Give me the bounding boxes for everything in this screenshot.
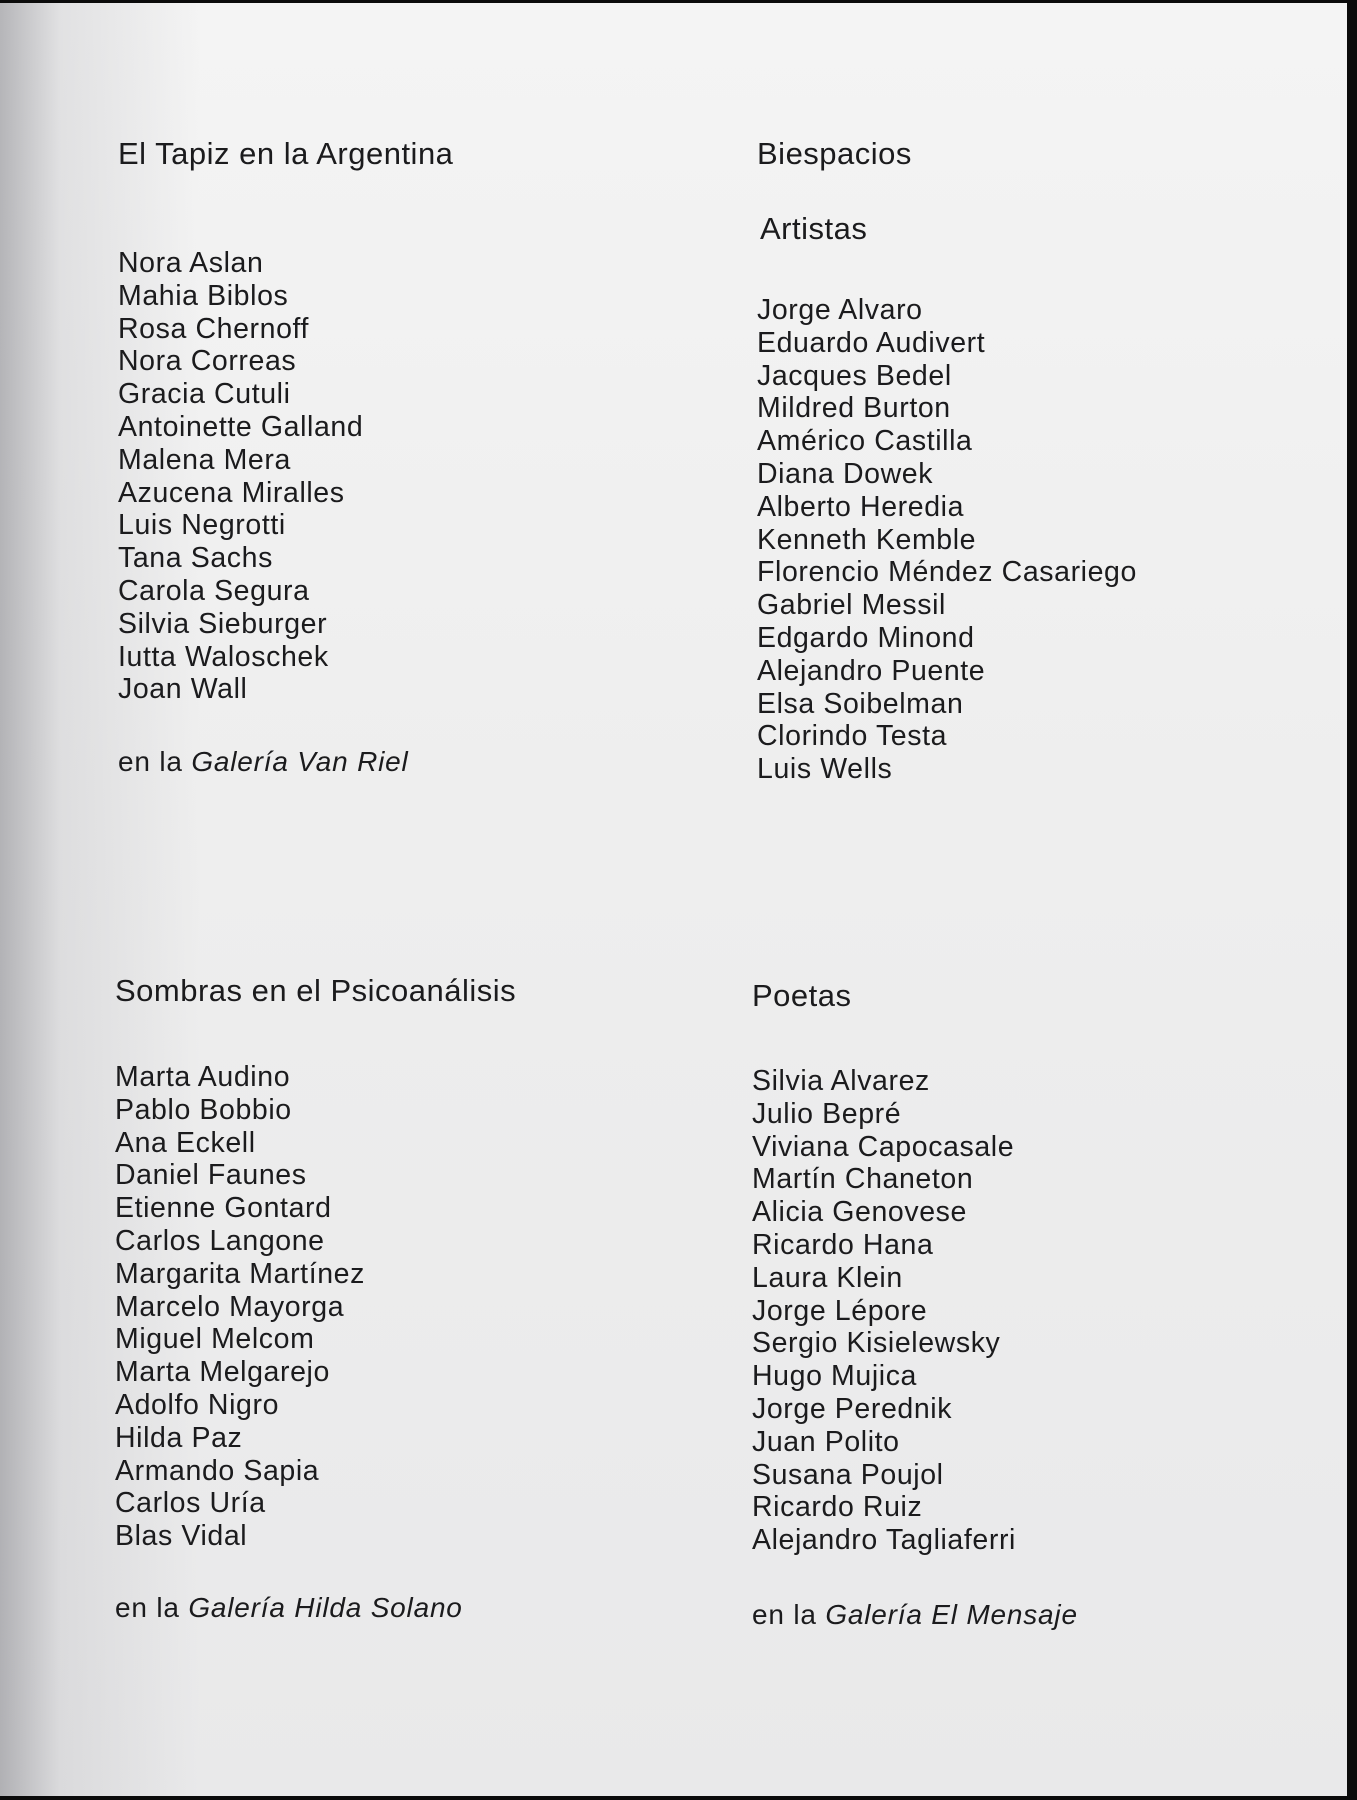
name-item: Kenneth Kemble — [757, 523, 977, 556]
name-item: Pablo Bobbio — [115, 1093, 292, 1126]
name-item: Carlos Langone — [115, 1224, 325, 1257]
section-title: Sombras en el Psicoanálisis — [115, 973, 517, 1008]
name-item: Juan Polito — [752, 1425, 900, 1458]
section-title: El Tapiz en la Argentina — [118, 136, 454, 171]
name-item: Mahia Biblos — [118, 279, 289, 312]
name-item: Gabriel Messil — [757, 589, 946, 622]
name-item: Miguel Melcom — [115, 1323, 315, 1356]
name-item: Jorge Alvaro — [757, 294, 923, 326]
name-item: Tana Sachs — [118, 542, 273, 575]
name-item: Américo Castilla — [757, 425, 973, 458]
name-item: Martín Chaneton — [752, 1163, 974, 1196]
name-item: Luis Wells — [757, 753, 893, 786]
name-item: Jorge Lépore — [752, 1294, 928, 1327]
artist-list — [757, 294, 1137, 786]
name-item: Silvia Sieburger — [118, 607, 328, 640]
venue-prefix: en la — [115, 1591, 180, 1623]
venue-line — [115, 1592, 516, 1624]
name-item: Alicia Genovese — [752, 1196, 967, 1229]
name-item: Azucena Miralles — [118, 476, 345, 509]
name-item: Hugo Mujica — [752, 1360, 918, 1393]
venue-name: Galería El Mensaje — [825, 1598, 1078, 1630]
venue-line — [752, 1599, 1078, 1631]
name-item: Mildred Burton — [757, 392, 951, 425]
section-biespacios — [757, 136, 1137, 786]
section-title: Poetas — [752, 978, 852, 1013]
venue-name: Galería Hilda Solano — [188, 1591, 463, 1623]
name-item: Adolfo Nigro — [115, 1388, 280, 1421]
name-item: Silvia Alvarez — [752, 1065, 930, 1097]
name-item: Ana Eckell — [115, 1126, 256, 1159]
name-item: Florencio Méndez Casariego — [757, 556, 1137, 589]
name-item: Jacques Bedel — [757, 359, 952, 392]
poet-list — [752, 1065, 1078, 1557]
section-tapiz — [118, 136, 453, 778]
name-item: Antoinette Galland — [118, 410, 364, 443]
name-item: Nora Aslan — [118, 247, 264, 279]
name-item: Viviana Capocasale — [752, 1130, 1015, 1163]
name-item: Carlos Uría — [115, 1487, 266, 1520]
artist-list — [118, 247, 453, 706]
name-item: Nora Correas — [118, 345, 297, 378]
name-item: Sergio Kisielewsky — [752, 1327, 1001, 1360]
section-title: Biespacios — [757, 136, 912, 171]
name-item: Hilda Paz — [115, 1421, 243, 1454]
name-item: Diana Dowek — [757, 457, 934, 490]
name-item: Alejandro Puente — [757, 654, 986, 687]
name-item: Armando Sapia — [115, 1454, 320, 1487]
name-item: Carola Segura — [118, 574, 310, 607]
name-item: Blas Vidal — [115, 1520, 248, 1553]
name-item: Malena Mera — [118, 443, 291, 476]
name-item: Iutta Waloschek — [118, 640, 329, 673]
name-item: Luis Negrotti — [118, 509, 286, 542]
name-item: Alejandro Tagliaferri — [752, 1524, 1016, 1557]
venue-prefix: en la — [118, 746, 183, 778]
name-item: Marta Audino — [115, 1061, 291, 1093]
name-item: Elsa Soibelman — [757, 687, 964, 720]
scan-edge-bottom — [0, 1796, 1357, 1800]
name-item: Gracia Cutuli — [118, 378, 291, 411]
name-item: Joan Wall — [118, 673, 248, 706]
name-item: Susana Poujol — [752, 1458, 944, 1491]
artist-list — [115, 1061, 516, 1553]
name-item: Margarita Martínez — [115, 1257, 365, 1290]
name-item: Ricardo Hana — [752, 1228, 934, 1261]
name-item: Marcelo Mayorga — [115, 1290, 345, 1323]
venue-prefix: en la — [752, 1598, 817, 1630]
scan-edge-right — [1347, 0, 1357, 1800]
name-item: Ricardo Ruiz — [752, 1491, 923, 1524]
name-item: Julio Bepré — [752, 1097, 902, 1130]
name-item: Clorindo Testa — [757, 720, 948, 753]
name-item: Alberto Heredia — [757, 490, 965, 523]
scan-edge-top — [0, 0, 1357, 3]
venue-name: Galería Van Riel — [191, 746, 409, 778]
section-poetas — [752, 978, 1078, 1631]
name-item: Eduardo Audivert — [757, 326, 986, 359]
name-item: Laura Klein — [752, 1261, 903, 1294]
name-item: Edgardo Minond — [757, 621, 975, 654]
section-sombras — [115, 973, 516, 1624]
section-subtitle: Artistas — [760, 211, 868, 246]
name-item: Rosa Chernoff — [118, 312, 310, 345]
venue-line — [118, 746, 453, 778]
name-item: Jorge Perednik — [752, 1392, 953, 1425]
name-item: Marta Melgarejo — [115, 1356, 330, 1389]
name-item: Etienne Gontard — [115, 1192, 332, 1225]
name-item: Daniel Faunes — [115, 1159, 307, 1192]
